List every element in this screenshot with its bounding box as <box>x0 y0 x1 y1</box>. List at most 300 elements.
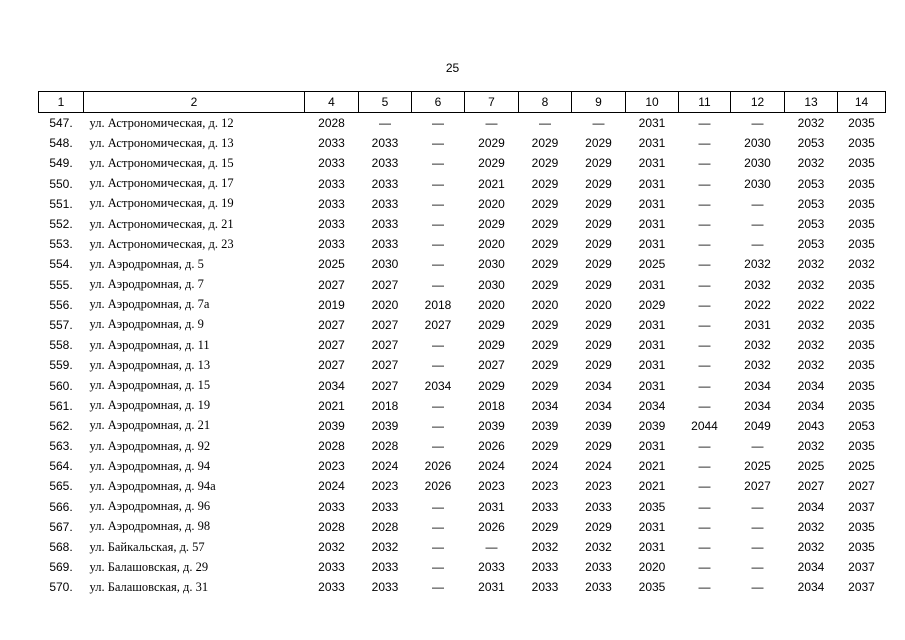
row-number: 564. <box>49 459 73 474</box>
year-cell: — <box>432 418 444 433</box>
table-row <box>39 557 886 577</box>
year-cell: 2032 <box>744 358 771 373</box>
year-cell: 2039 <box>318 418 345 433</box>
year-cell: 2035 <box>848 196 875 211</box>
year-cell: 2032 <box>797 358 825 373</box>
year-cell: — <box>751 116 764 131</box>
year-cell: 2033 <box>318 156 345 171</box>
year-cell: 2018 <box>478 398 505 413</box>
table-row <box>39 537 886 557</box>
column-header: 9 <box>572 92 626 113</box>
year-cell: 2030 <box>744 176 771 191</box>
year-cell: 2035 <box>848 519 875 534</box>
year-cell: 2019 <box>318 297 345 312</box>
address-cell: ул. Астрономическая, д. 15 <box>89 155 234 170</box>
year-cell: 2031 <box>478 499 505 514</box>
year-cell: 2035 <box>848 156 875 171</box>
year-cell: 2033 <box>531 499 559 514</box>
year-cell: 2025 <box>797 459 825 474</box>
year-cell: — <box>751 540 764 555</box>
year-cell: — <box>432 156 444 171</box>
year-cell: 2031 <box>638 317 666 332</box>
year-cell: 2024 <box>478 459 505 474</box>
year-cell: 2032 <box>744 257 771 272</box>
year-cell: 2033 <box>371 156 399 171</box>
column-header: 8 <box>519 92 572 113</box>
year-cell: 2031 <box>638 358 666 373</box>
year-cell: — <box>751 580 764 595</box>
year-cell: 2034 <box>744 378 771 393</box>
year-cell: 2027 <box>371 317 399 332</box>
address-cell: ул. Астрономическая, д. 23 <box>89 236 234 251</box>
row-number: 562. <box>49 418 73 433</box>
year-cell: 2033 <box>371 580 399 595</box>
row-number: 555. <box>49 277 73 292</box>
year-cell: 2020 <box>585 297 612 312</box>
year-cell: 2021 <box>478 176 505 191</box>
year-cell: 2035 <box>638 580 666 595</box>
address-cell: ул. Астрономическая, д. 19 <box>89 196 234 211</box>
year-cell: 2035 <box>848 378 875 393</box>
year-cell: 2035 <box>848 540 875 555</box>
year-cell: 2029 <box>585 439 612 454</box>
year-cell: 2032 <box>797 317 825 332</box>
year-cell: 2049 <box>744 418 771 433</box>
row-number: 565. <box>49 479 73 494</box>
year-cell: 2022 <box>744 297 771 312</box>
year-cell: 2035 <box>848 116 875 131</box>
year-cell: 2031 <box>638 176 666 191</box>
year-cell: 2023 <box>371 479 399 494</box>
table-row <box>39 254 886 274</box>
year-cell: 2033 <box>371 196 399 211</box>
year-cell: 2031 <box>638 439 666 454</box>
year-cell: 2035 <box>848 217 875 232</box>
year-cell: 2029 <box>638 297 666 312</box>
table-row <box>39 315 886 335</box>
year-cell: 2029 <box>478 156 505 171</box>
address-cell: ул. Аэродромная, д. 7 <box>89 277 204 292</box>
year-cell: 2029 <box>531 439 559 454</box>
year-cell: 2037 <box>848 580 875 595</box>
year-cell: 2027 <box>371 378 399 393</box>
year-cell: 2033 <box>585 560 612 575</box>
year-cell: 2027 <box>848 479 875 494</box>
year-cell: — <box>432 176 444 191</box>
year-cell: 2027 <box>424 317 452 332</box>
year-cell: — <box>432 338 444 353</box>
year-cell: 2025 <box>318 257 345 272</box>
table-body <box>39 113 886 598</box>
year-cell: 2020 <box>478 196 505 211</box>
year-cell: 2033 <box>318 136 345 151</box>
year-cell: 2035 <box>848 338 875 353</box>
year-cell: 2028 <box>371 439 399 454</box>
address-cell: ул. Аэродромная, д. 21 <box>89 418 211 433</box>
year-cell: 2023 <box>531 479 559 494</box>
address-cell: ул. Аэродромная, д. 98 <box>89 519 211 534</box>
year-cell: 2034 <box>531 398 559 413</box>
year-cell: 2024 <box>318 479 345 494</box>
year-cell: — <box>432 519 444 534</box>
year-cell: 2029 <box>478 136 505 151</box>
year-cell: — <box>698 459 711 474</box>
year-cell: 2020 <box>478 297 505 312</box>
table-row <box>39 174 886 194</box>
column-header: 5 <box>359 92 412 113</box>
column-header: 1 <box>39 92 84 113</box>
year-cell: 2053 <box>797 176 825 191</box>
year-cell: — <box>698 560 711 575</box>
year-cell: 2034 <box>797 378 825 393</box>
year-cell: 2029 <box>585 358 612 373</box>
year-cell: — <box>698 257 711 272</box>
year-cell: 2021 <box>638 479 666 494</box>
year-cell: 2029 <box>531 358 559 373</box>
year-cell: — <box>698 338 711 353</box>
year-cell: 2037 <box>848 560 875 575</box>
year-cell: — <box>432 196 444 211</box>
address-cell: ул. Астрономическая, д. 17 <box>89 176 234 191</box>
year-cell: — <box>432 237 444 252</box>
year-cell: 2020 <box>638 560 666 575</box>
year-cell: 2039 <box>585 418 612 433</box>
year-cell: 2033 <box>318 217 345 232</box>
year-cell: 2039 <box>531 418 559 433</box>
table-header <box>39 92 886 113</box>
year-cell: 2029 <box>531 237 559 252</box>
address-cell: ул. Балашовская, д. 29 <box>89 559 209 574</box>
year-cell: — <box>751 519 764 534</box>
year-cell: 2020 <box>478 237 505 252</box>
table-row <box>39 476 886 496</box>
year-cell: 2035 <box>848 317 875 332</box>
year-cell: 2032 <box>797 519 825 534</box>
year-cell: — <box>432 398 444 413</box>
year-cell: — <box>432 257 444 272</box>
year-cell: 2029 <box>531 156 559 171</box>
row-number: 566. <box>49 499 73 514</box>
row-number: 547. <box>49 116 73 131</box>
year-cell: 2031 <box>638 156 666 171</box>
row-number: 561. <box>49 398 73 413</box>
column-header: 12 <box>731 92 785 113</box>
row-number: 557. <box>49 317 73 332</box>
year-cell: 2029 <box>531 217 559 232</box>
year-cell: 2035 <box>638 499 666 514</box>
year-cell: 2033 <box>371 560 399 575</box>
year-cell: 2034 <box>585 398 612 413</box>
address-cell: ул. Аэродромная, д. 94а <box>89 478 216 493</box>
year-cell: 2022 <box>797 297 825 312</box>
year-cell: 2030 <box>744 136 771 151</box>
year-cell: 2033 <box>371 217 399 232</box>
address-cell: ул. Аэродромная, д. 13 <box>89 357 211 372</box>
year-cell: 2031 <box>638 519 666 534</box>
year-cell: — <box>698 277 711 292</box>
year-cell: 2029 <box>531 257 559 272</box>
address-cell: ул. Аэродромная, д. 5 <box>89 256 204 271</box>
year-cell: 2035 <box>848 439 875 454</box>
year-cell: 2018 <box>371 398 399 413</box>
year-cell: 2031 <box>638 136 666 151</box>
year-cell: 2031 <box>638 277 666 292</box>
year-cell: 2033 <box>318 580 345 595</box>
table-row <box>39 517 886 537</box>
year-cell: 2033 <box>585 499 612 514</box>
year-cell: 2029 <box>531 519 559 534</box>
table-row <box>39 456 886 476</box>
year-cell: — <box>432 358 444 373</box>
table-row <box>39 113 886 134</box>
year-cell: 2027 <box>371 338 399 353</box>
address-cell: ул. Аэродромная, д. 96 <box>89 499 211 514</box>
year-cell: 2032 <box>797 156 825 171</box>
table-row <box>39 234 886 254</box>
year-cell: 2032 <box>797 116 825 131</box>
year-cell: 2035 <box>848 358 875 373</box>
year-cell: 2033 <box>318 560 345 575</box>
address-cell: ул. Аэродромная, д. 11 <box>89 337 210 352</box>
year-cell: — <box>751 560 764 575</box>
row-number: 559. <box>49 358 73 373</box>
address-cell: ул. Балашовская, д. 31 <box>89 579 209 594</box>
year-cell: 2033 <box>318 196 345 211</box>
year-cell: 2039 <box>371 418 399 433</box>
year-cell: 2029 <box>585 196 612 211</box>
year-cell: 2026 <box>424 459 452 474</box>
year-cell: 2029 <box>478 317 505 332</box>
year-cell: — <box>751 237 764 252</box>
year-cell: 2021 <box>638 459 666 474</box>
year-cell: 2031 <box>638 217 666 232</box>
year-cell: 2035 <box>848 237 875 252</box>
address-cell: ул. Аэродромная, д. 92 <box>89 438 211 453</box>
year-cell: 2034 <box>318 378 345 393</box>
table-row <box>39 335 886 355</box>
year-cell: 2029 <box>478 338 505 353</box>
year-cell: 2029 <box>585 136 612 151</box>
year-cell: 2039 <box>638 418 666 433</box>
year-cell: 2031 <box>638 237 666 252</box>
year-cell: — <box>432 277 444 292</box>
year-cell: 2032 <box>797 257 825 272</box>
year-cell: 2027 <box>318 338 345 353</box>
year-cell: 2029 <box>531 176 559 191</box>
year-cell: 2032 <box>371 540 399 555</box>
page-number: 25 <box>445 61 460 75</box>
year-cell: 2023 <box>318 459 345 474</box>
year-cell: 2033 <box>531 560 559 575</box>
year-cell: 2032 <box>797 277 825 292</box>
year-cell: 2053 <box>797 196 825 211</box>
year-cell: 2033 <box>318 237 345 252</box>
year-cell: 2029 <box>478 378 505 393</box>
year-cell: 2029 <box>585 277 612 292</box>
year-cell: — <box>698 237 711 252</box>
housing-register-table <box>38 91 886 598</box>
year-cell: — <box>698 499 711 514</box>
year-cell: 2033 <box>585 580 612 595</box>
year-cell: — <box>698 519 711 534</box>
year-cell: 2031 <box>638 338 666 353</box>
year-cell: 2030 <box>478 277 505 292</box>
year-cell: — <box>432 217 444 232</box>
year-cell: — <box>751 439 764 454</box>
year-cell: 2035 <box>848 398 875 413</box>
year-cell: 2024 <box>531 459 559 474</box>
year-cell: 2026 <box>424 479 452 494</box>
year-cell: 2031 <box>478 580 505 595</box>
table-row <box>39 375 886 395</box>
year-cell: 2029 <box>531 338 559 353</box>
year-cell: — <box>698 116 711 131</box>
row-number: 554. <box>49 257 73 272</box>
column-header: 7 <box>465 92 519 113</box>
year-cell: 2034 <box>797 580 825 595</box>
year-cell: — <box>751 499 764 514</box>
row-number: 553. <box>49 237 73 252</box>
year-cell: 2025 <box>744 459 771 474</box>
row-number: 558. <box>49 338 73 353</box>
year-cell: 2032 <box>797 338 825 353</box>
year-cell: — <box>698 378 711 393</box>
year-cell: 2022 <box>848 297 875 312</box>
year-cell: 2034 <box>744 398 771 413</box>
year-cell: 2026 <box>478 439 505 454</box>
year-cell: 2029 <box>585 217 612 232</box>
year-cell: 2029 <box>585 237 612 252</box>
table-row <box>39 153 886 173</box>
year-cell: — <box>432 580 444 595</box>
year-cell: — <box>698 156 711 171</box>
year-cell: — <box>751 217 764 232</box>
year-cell: 2031 <box>638 540 666 555</box>
year-cell: 2032 <box>797 439 825 454</box>
year-cell: 2029 <box>585 338 612 353</box>
year-cell: 2029 <box>531 317 559 332</box>
year-cell: 2033 <box>531 580 559 595</box>
year-cell: 2028 <box>318 519 345 534</box>
year-cell: 2028 <box>371 519 399 534</box>
year-cell: 2025 <box>638 257 666 272</box>
year-cell: — <box>485 540 498 555</box>
year-cell: 2043 <box>797 418 825 433</box>
address-cell: ул. Аэродромная, д. 94 <box>89 458 211 473</box>
year-cell: 2020 <box>371 297 399 312</box>
row-number: 560. <box>49 378 73 393</box>
year-cell: 2029 <box>531 136 559 151</box>
column-header: 2 <box>84 92 305 113</box>
year-cell: 2030 <box>478 257 505 272</box>
year-cell: 2034 <box>797 499 825 514</box>
year-cell: 2031 <box>744 317 771 332</box>
year-cell: 2027 <box>318 358 345 373</box>
year-cell: 2021 <box>318 398 345 413</box>
table-row <box>39 214 886 234</box>
year-cell: 2028 <box>318 116 345 131</box>
year-cell: 2053 <box>848 418 875 433</box>
year-cell: 2053 <box>797 136 825 151</box>
year-cell: 2031 <box>638 196 666 211</box>
row-number: 551. <box>49 196 73 211</box>
row-number: 567. <box>49 519 73 534</box>
row-number: 548. <box>49 136 73 151</box>
year-cell: 2032 <box>585 540 612 555</box>
row-number: 568. <box>49 540 73 555</box>
year-cell: — <box>379 116 391 131</box>
address-cell: ул. Аэродромная, д. 7а <box>89 297 210 312</box>
year-cell: 2029 <box>585 257 612 272</box>
year-cell: 2035 <box>848 136 875 151</box>
year-cell: — <box>698 196 711 211</box>
column-header: 10 <box>626 92 679 113</box>
year-cell: 2032 <box>797 540 825 555</box>
year-cell: — <box>698 580 711 595</box>
table-row <box>39 295 886 315</box>
table-row <box>39 355 886 375</box>
year-cell: 2027 <box>797 479 825 494</box>
year-cell: 2023 <box>478 479 505 494</box>
table-row <box>39 194 886 214</box>
year-cell: 2026 <box>478 519 505 534</box>
year-cell: 2027 <box>371 358 399 373</box>
year-cell: 2030 <box>371 257 399 272</box>
year-cell: 2033 <box>371 237 399 252</box>
year-cell: — <box>432 439 444 454</box>
year-cell: 2035 <box>848 277 875 292</box>
year-cell: 2032 <box>531 540 559 555</box>
year-cell: 2039 <box>478 418 505 433</box>
year-cell: — <box>698 540 711 555</box>
year-cell: 2027 <box>318 317 345 332</box>
year-cell: 2023 <box>585 479 612 494</box>
year-cell: 2020 <box>531 297 559 312</box>
year-cell: 2029 <box>531 277 559 292</box>
year-cell: — <box>698 479 711 494</box>
column-header: 4 <box>305 92 359 113</box>
year-cell: 2034 <box>797 560 825 575</box>
year-cell: 2024 <box>371 459 399 474</box>
row-number: 552. <box>49 217 73 232</box>
year-cell: 2031 <box>638 378 666 393</box>
year-cell: 2018 <box>424 297 452 312</box>
address-cell: ул. Аэродромная, д. 9 <box>89 317 204 332</box>
address-cell: ул. Астрономическая, д. 13 <box>89 135 234 150</box>
address-cell: ул. Байкальская, д. 57 <box>89 539 205 554</box>
column-header: 11 <box>679 92 731 113</box>
year-cell: 2027 <box>318 277 345 292</box>
year-cell: 2027 <box>371 277 399 292</box>
year-cell: 2037 <box>848 499 875 514</box>
year-cell: 2033 <box>478 560 505 575</box>
year-cell: 2053 <box>797 237 825 252</box>
year-cell: — <box>751 196 764 211</box>
year-cell: 2044 <box>691 418 718 433</box>
table-row <box>39 497 886 517</box>
year-cell: 2029 <box>585 317 612 332</box>
year-cell: — <box>698 358 711 373</box>
table-row <box>39 416 886 436</box>
year-cell: 2034 <box>638 398 666 413</box>
address-cell: ул. Астрономическая, д. 12 <box>89 115 234 130</box>
row-number: 556. <box>49 297 73 312</box>
year-cell: 2032 <box>318 540 345 555</box>
year-cell: — <box>485 116 498 131</box>
year-cell: 2030 <box>744 156 771 171</box>
year-cell: 2033 <box>371 499 399 514</box>
year-cell: 2033 <box>371 136 399 151</box>
